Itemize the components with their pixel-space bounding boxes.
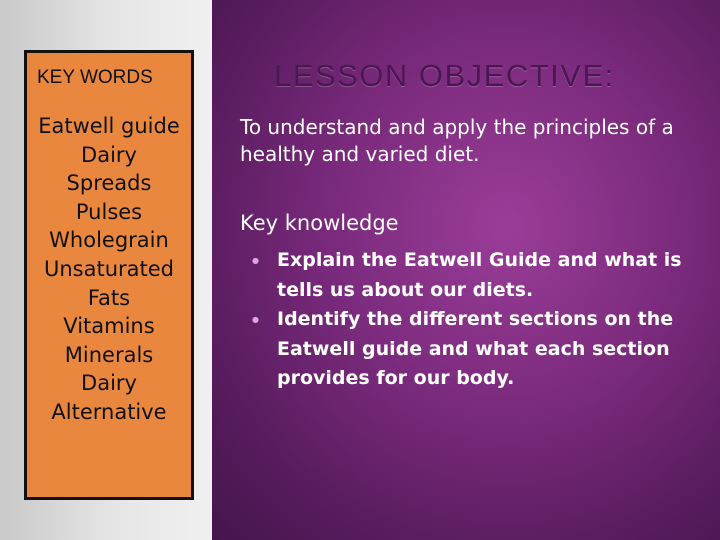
key-words-title: KEY WORDS xyxy=(37,67,153,88)
key-word: Fats xyxy=(87,285,131,310)
key-word: Dairy xyxy=(81,142,137,167)
key-knowledge-list xyxy=(240,246,690,394)
key-word: Vitamins xyxy=(63,314,155,339)
key-word: Wholegrain xyxy=(49,228,169,253)
key-word: Unsaturated xyxy=(43,256,175,281)
left-panel xyxy=(0,0,212,540)
lesson-objective-title: LESSON OBJECTIVE: xyxy=(274,58,615,93)
key-word: Dairy xyxy=(81,371,137,396)
key-word: Spreads xyxy=(66,171,152,196)
slide-content-panel xyxy=(212,0,720,540)
key-words-list xyxy=(27,112,191,427)
key-knowledge-item xyxy=(240,305,690,394)
bullet-dot-icon: ● xyxy=(252,315,259,324)
key-knowledge-item-text: Explain the Eatwell Guide and what is tells us about our diets. xyxy=(277,249,682,301)
key-knowledge-item xyxy=(240,246,690,305)
key-words-box xyxy=(24,50,194,500)
key-word: Minerals xyxy=(64,342,154,367)
key-word: Eatwell guide xyxy=(38,114,180,138)
bullet-dot-icon: ● xyxy=(252,256,259,265)
key-word: Alternative xyxy=(51,399,167,424)
key-word: Pulses xyxy=(75,199,143,224)
lesson-objective-text: To understand and apply the principles of a healthy and varied diet. xyxy=(240,115,674,166)
key-knowledge-heading: Key knowledge xyxy=(240,211,399,235)
key-knowledge-item-text: Identify the different sections on the Eatwell guide and what each section provides for our body. xyxy=(277,308,674,389)
